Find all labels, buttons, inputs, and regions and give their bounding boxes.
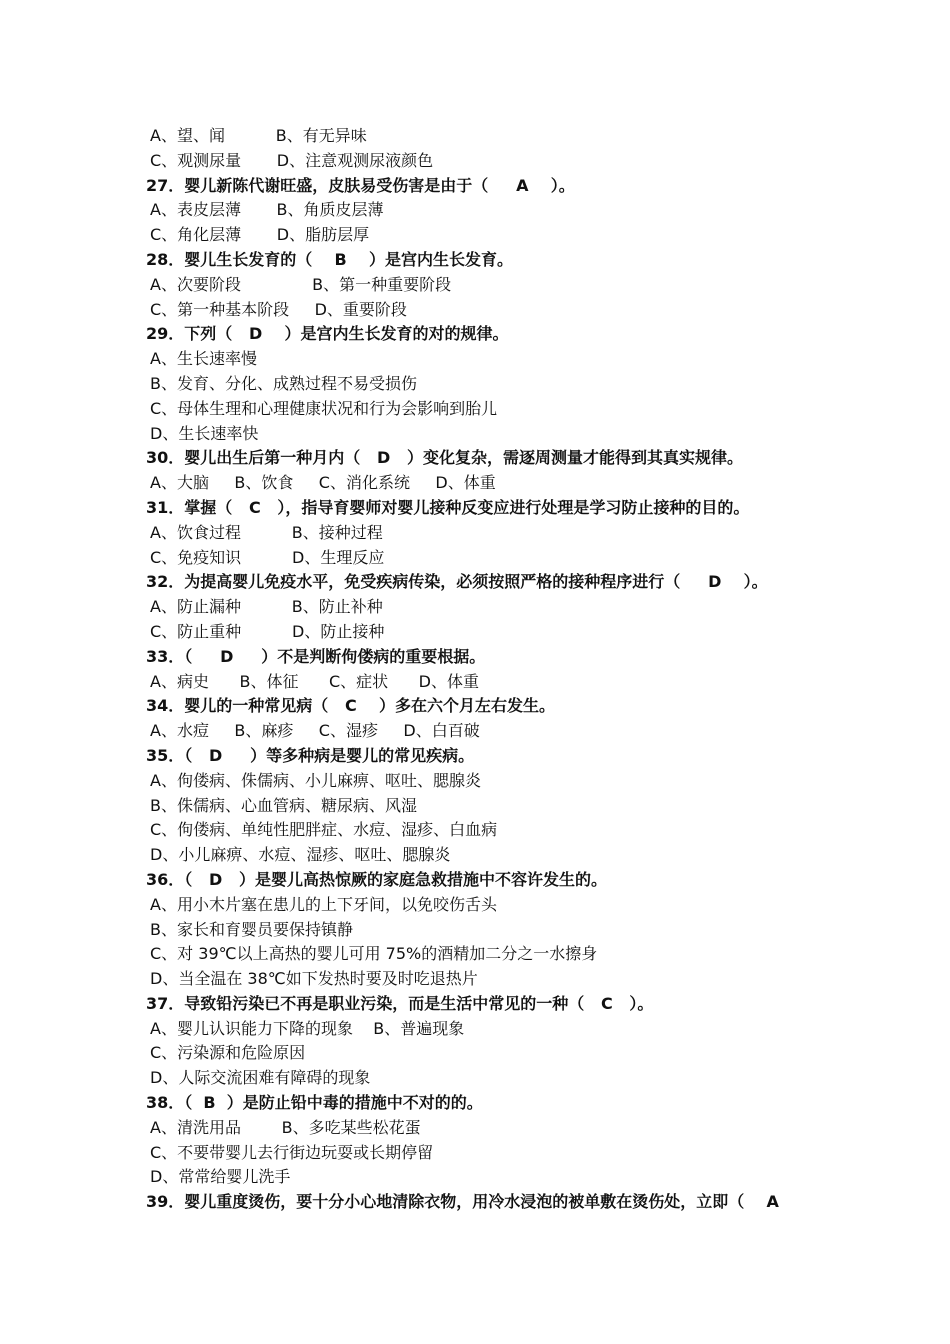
answer-option-line: C、污染源和危险原因 — [150, 1043, 306, 1063]
question-stem: 28．婴儿生长发育的（ B ）是宫内生长发育。 — [146, 249, 514, 269]
question-stem: 38．（ B ）是防止铅中毒的措施中不对的的。 — [146, 1093, 483, 1113]
answer-option-line: A、清洗用品 B、多吃某些松花蛋 — [150, 1117, 421, 1137]
answer-option-line: C、佝偻病、单纯性肥胖症、水痘、湿疹、白血病 — [150, 820, 498, 840]
question-stem: 37．导致铅污染已不再是职业污染，而是生活中常见的一种（ C ）。 — [146, 993, 654, 1013]
answer-option-line: C、不要带婴儿去行街边玩耍或长期停留 — [150, 1142, 434, 1162]
answer-option-line: C、防止重种 D、防止接种 — [150, 621, 385, 641]
answer-option-line: D、常常给婴儿洗手 — [150, 1167, 291, 1187]
answer-option-line: D、小儿麻痹、水痘、湿疹、呕吐、腮腺炎 — [150, 845, 451, 865]
question-stem: 32．为提高婴儿免疫水平，免受疾病传染，必须按照严格的接种程序进行（ D ）。 — [146, 572, 768, 592]
answer-option-line: D、生长速率快 — [150, 423, 259, 443]
answer-option-line: C、角化层薄 D、脂肪层厚 — [150, 225, 370, 245]
answer-option-line: C、母体生理和心理健康状况和行为会影响到胎儿 — [150, 398, 498, 418]
question-stem: 35．（ D ）等多种病是婴儿的常见疾病。 — [146, 745, 475, 765]
answer-option-line: C、第一种基本阶段 D、重要阶段 — [150, 299, 407, 319]
answer-option-line: A、次要阶段 B、第一种重要阶段 — [150, 274, 452, 294]
question-stem: 27．婴儿新陈代谢旺盛，皮肤易受伤害是由于（ A ）。 — [146, 175, 575, 195]
answer-option-line: D、当全温在 38℃如下发热时要及时吃退热片 — [150, 969, 478, 989]
answer-option-line: B、发育、分化、成熟过程不易受损伤 — [150, 373, 417, 393]
answer-option-line: A、表皮层薄 B、角质皮层薄 — [150, 200, 384, 220]
answer-option-line: A、大脑 B、饮食 C、消化系统 D、体重 — [150, 473, 496, 493]
answer-option-line: C、观测尿量 D、注意观测尿液颜色 — [150, 150, 434, 170]
question-stem: 36．（ D ）是婴儿高热惊厥的家庭急救措施中不容许发生的。 — [146, 869, 607, 889]
answer-option-line: B、家长和育婴员要保持镇静 — [150, 919, 353, 939]
answer-option-line: A、望、闻 B、有无异味 — [150, 126, 367, 145]
question-stem: 33．（ D ）不是判断佝偻病的重要根据。 — [146, 646, 486, 666]
answer-option-line: C、免疫知识 D、生理反应 — [150, 547, 385, 567]
answer-option-line: B、侏儒病、心血管病、糖尿病、风湿 — [150, 795, 417, 815]
answer-option-line: A、婴儿认识能力下降的现象 B、普遍现象 — [150, 1018, 465, 1038]
answer-option-line: A、防止漏种 B、防止补种 — [150, 597, 383, 617]
answer-option-line: A、饮食过程 B、接种过程 — [150, 522, 383, 542]
question-list — [146, 124, 846, 1215]
answer-option-line: A、佝偻病、侏儒病、小儿麻痹、呕吐、腮腺炎 — [150, 770, 481, 790]
answer-option-line: A、生长速率慢 — [150, 349, 257, 369]
answer-option-line: A、水痘 B、麻疹 C、湿疹 D、白百破 — [150, 721, 480, 741]
question-stem: 30．婴儿出生后第一种月内（ D ）变化复杂，需逐周测量才能得到其真实规律。 — [146, 448, 743, 468]
answer-option-line: A、病史 B、体征 C、症状 D、体重 — [150, 671, 479, 691]
question-stem: 31．掌握（ C ），指导育婴师对婴儿接种反变应进行处理是学习防止接种的目的。 — [146, 497, 750, 517]
answer-option-line: D、人际交流困难有障碍的现象 — [150, 1068, 371, 1088]
question-stem: 39．婴儿重度烫伤，要十分小心地清除衣物，用冷水浸泡的被单敷在烫伤处，立即（ A — [146, 1192, 779, 1212]
answer-option-line: A、用小木片塞在患儿的上下牙间，以免咬伤舌头 — [150, 894, 497, 914]
question-stem: 29．下列（ D ）是宫内生长发育的对的规律。 — [146, 324, 509, 344]
answer-option-line: C、对 39℃以上高热的婴儿可用 75%的酒精加二分之一水擦身 — [150, 944, 598, 964]
question-stem: 34．婴儿的一种常见病（ C ）多在六个月左右发生。 — [146, 696, 556, 716]
